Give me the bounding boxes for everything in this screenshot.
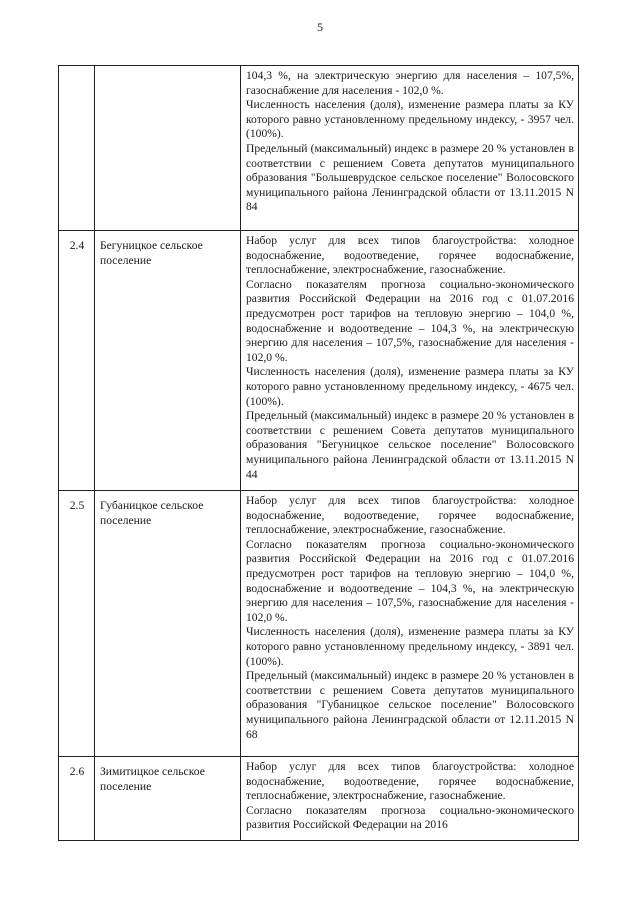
paragraph: Согласно показателям прогноза социально-экономического развития Российской Федерации на 2016 год с 01.07.2016 предусмотрен рост тарифов на тепловую энергию – 104,0 %, водоснабжение и водоотведение – 104,3 %, на электрическую энергию для населения – 107,5%, газоснабжение для населения - 102,0 %. xyxy=(246,277,574,364)
paragraph: Численность населения (доля), изменение размера платы за КУ которого равно установленному предельному индексу, - 4675 чел. (100%). xyxy=(246,365,574,408)
paragraph: Предельный (максимальный) индекс в размере 20 % установлен в соответствии с решением Совета депутатов муниципального образования "Губаницкое сельское поселение" Волосовского муниципального района Ленинградской области от 12.11.2015 N 68 xyxy=(246,669,574,741)
row-description xyxy=(241,231,579,491)
table-row xyxy=(59,491,579,757)
settlements-table xyxy=(58,65,579,841)
table-row xyxy=(59,757,579,841)
paragraph: Численность населения (доля), изменение размера платы за КУ которого равно установленному предельному индексу, - 3891 чел. (100%). xyxy=(246,625,574,668)
row-description xyxy=(241,491,579,757)
row-number: 2.5 xyxy=(59,491,95,757)
page-number: 5 xyxy=(317,20,323,34)
settlement-name xyxy=(95,66,241,231)
paragraph: Предельный (максимальный) индекс в размере 20 % установлен в соответствии с решением Совета депутатов муниципального образования "Большеврудское сельское поселение" Волосовского муниципального района Ленинградской области от 13.11.2015 N 84 xyxy=(246,141,574,214)
row-number: 2.6 xyxy=(59,757,95,841)
paragraph: Согласно показателям прогноза социально-экономического развития Российской Федерации на 2016 год с 01.07.2016 предусмотрен рост тарифов на тепловую энергию – 104,0 %, водоснабжение и водоотведение – 104,3 %, на электрическую энергию для населения – 107,5%, газоснабжение для населения - 102,0 %. xyxy=(246,537,574,624)
row-description xyxy=(241,757,579,841)
paragraph: Предельный (максимальный) индекс в размере 20 % установлен в соответствии с решением Совета депутатов муниципального образования "Бегуницкое сельское поселение" Волосовского муниципального района Ленинградской области от 13.11.2015 N 44 xyxy=(246,409,574,481)
paragraph: Набор услуг для всех типов благоустройства: холодное водоснабжение, водоотведение, горячее водоснабжение, теплоснабжение, электроснабжение, газоснабжение. xyxy=(246,494,574,537)
table-row xyxy=(59,66,579,231)
paragraph: Набор услуг для всех типов благоустройства: холодное водоснабжение, водоотведение, горячее водоснабжение, теплоснабжение, электроснабжение, газоснабжение. xyxy=(246,234,574,277)
settlement-name: Зимитицкое сельское поселение xyxy=(95,757,241,841)
paragraph: Набор услуг для всех типов благоустройства: холодное водоснабжение, водоотведение, горячее водоснабжение, теплоснабжение, электроснабжение, газоснабжение. xyxy=(246,760,574,803)
row-number: 2.4 xyxy=(59,231,95,491)
paragraph: Численность населения (доля), изменение размера платы за КУ которого равно установленному предельному индексу, - 3957 чел. (100%). xyxy=(246,98,574,141)
settlement-name: Бегуницкое сельское поселение xyxy=(95,231,241,491)
settlement-name: Губаницкое сельское поселение xyxy=(95,491,241,757)
paragraph: Согласно показателям прогноза социально-экономического развития Российской Федерации на 2016 xyxy=(246,803,574,832)
row-description xyxy=(241,66,579,231)
paragraph: 104,3 %, на электрическую энергию для населения – 107,5%, газоснабжение для населения - 102,0 %. xyxy=(246,69,574,97)
table-row xyxy=(59,231,579,491)
row-number xyxy=(59,66,95,231)
